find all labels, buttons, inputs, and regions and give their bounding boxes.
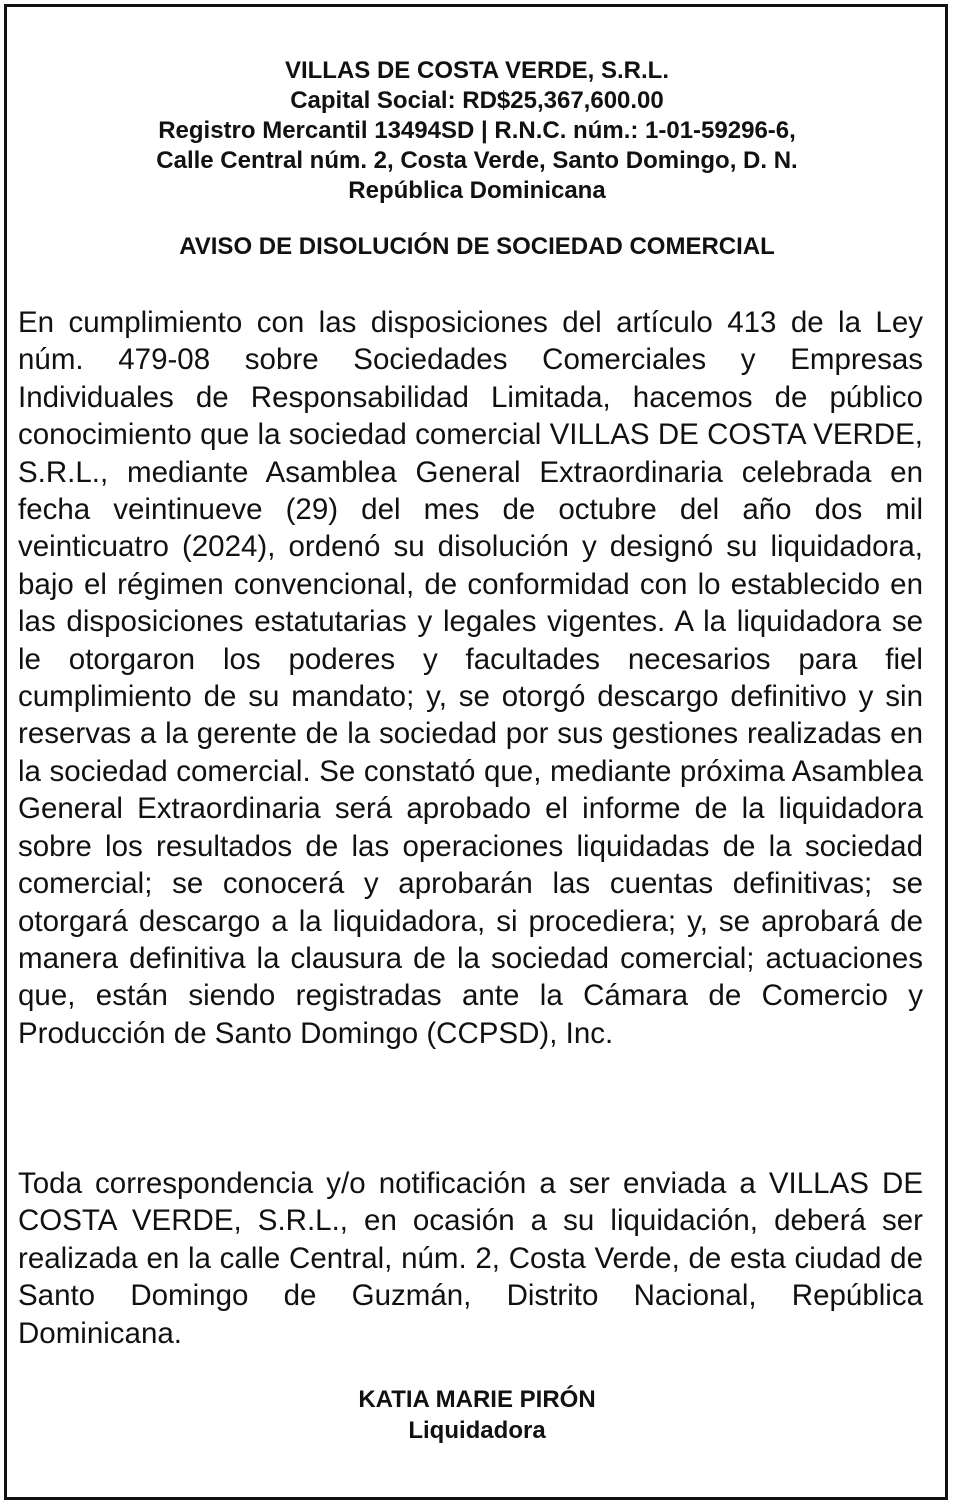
signatory-role: Liquidadora xyxy=(408,1417,546,1444)
company-country: República Dominicana xyxy=(348,177,606,204)
notice-paragraph-2: Toda correspondencia y/o notificación a ser enviada a VILLAS DE COSTA VERDE, S.R.L., en ocasión a su liquidación, deberá ser realizada en la calle Central, núm. 2, Costa Verde, de esta ciudad de Santo Domingo de Guzmán, Distrito Nacional, República Dominicana. xyxy=(18,1167,923,1350)
company-capital: Capital Social: RD$25,367,600.00 xyxy=(290,87,664,114)
company-name: VILLAS DE COSTA VERDE, S.R.L. xyxy=(284,57,670,84)
company-address: Calle Central núm. 2, Costa Verde, Santo Domingo, D. N. xyxy=(156,147,798,174)
notice-title: AVISO DE DISOLUCIÓN DE SOCIEDAD COMERCIAL xyxy=(179,233,775,260)
signatory-name: KATIA MARIE PIRÓN xyxy=(358,1386,596,1413)
company-registry: Registro Mercantil 13494SD | R.N.C. núm.: 1-01-59296-6, xyxy=(158,117,796,144)
signature-block xyxy=(0,1384,954,1446)
company-header xyxy=(0,56,954,206)
notice-paragraph-1: En cumplimiento con las disposiciones del artículo 413 de la Ley núm. 479-08 sobre Sociedades Comerciales y Empresas Individuales de Responsabilidad Limitada, hacemos de público conocimiento que la sociedad comercial VILLAS DE COSTA VERDE, S.R.L., mediante Asamblea General Extraordinaria celebrada en fecha veintinueve (29) del mes de octubre del año dos mil veinticuatro (2024), ordenó su disolución y designó su liquidadora, bajo el régimen convencional, de conformidad con lo establecido en las disposiciones estatutarias y legales vigentes. A la liquidadora se le otorgaron los poderes y facultades necesarios para fiel cumplimiento de su mandato; y, se otorgó descargo definitivo y sin reservas a la gerente de la sociedad por sus gestiones realizadas en la sociedad comercial. Se constató que, mediante próxima Asamblea General Extraordinaria será aprobado el informe de la liquidadora sobre los resultados de las operaciones liquidadas de la sociedad comercial; se conocerá y aprobarán las cuentas definitivas; se otorgará descargo a la liquidadora, si procediera; y, se aprobará de manera definitiva la clausura de la sociedad comercial; actuaciones que, están siendo registradas ante la Cámara de Comercio y Producción de Santo Domingo (CCPSD), Inc. xyxy=(18,306,923,1050)
